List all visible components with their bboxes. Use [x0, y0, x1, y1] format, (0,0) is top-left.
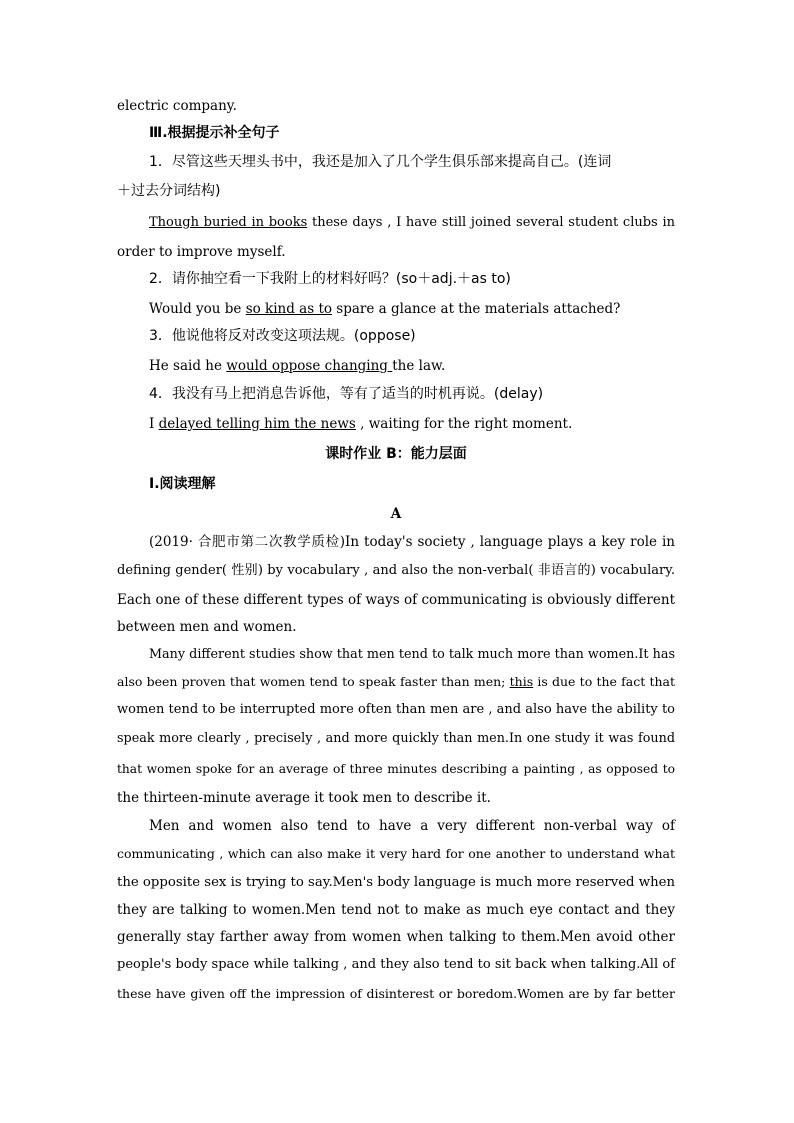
passage-line: speak more clearly , precisely , and more quickly than men.In one study it was found: [117, 731, 675, 746]
passage-line: generally stay farther away from women when talking to them.Men avoid other: [117, 929, 675, 945]
answer-2-pre: Would you be: [149, 301, 246, 317]
passage-line: Many different studies show that men tend to talk much more than women.It has: [149, 647, 675, 662]
answer-4-text: , waiting for the right moment.: [355, 416, 573, 432]
passage-line: communicating , which can also make it very hard for one another to understand what: [117, 846, 675, 861]
passage-line: they are talking to women.Men tend not to make as much eye contact and they: [117, 902, 675, 918]
answer-3-line: [117, 356, 675, 376]
section-heading-reading: Ⅰ.阅读理解: [149, 476, 216, 492]
question-2-prompt: 2．请你抽空看一下我附上的材料好吗？(so＋adj.＋as to): [149, 271, 511, 287]
answer-3-text: the law.: [392, 358, 446, 374]
question-1-prompt: 1．尽管这些天埋头书中，我还是加入了几个学生俱乐部来提高自己。(连词: [149, 154, 612, 170]
answer-2-text: spare a glance at the materials attached?: [332, 301, 621, 317]
text-run: also been proven that women tend to speak faster than men;: [117, 674, 506, 689]
passage-line: these have given off the impression of disinterest or boredom.Women are by far better: [117, 986, 675, 1001]
answer-4-line: [117, 414, 675, 434]
answer-1-line: [117, 213, 675, 233]
question-3-prompt: 3．他说他将反对改变这项法规。(oppose): [149, 328, 416, 344]
text-run: is due to the fact that: [533, 674, 676, 689]
section-heading-complete-sentences: Ⅲ.根据提示补全句子: [149, 125, 280, 141]
passage-line: Each one of these different types of ways of communicating is obviously different: [117, 592, 675, 608]
answer-2-blank: so kind as to: [245, 301, 332, 317]
passage-line: (2019· 合肥市第二次教学质检)In today's society , language plays a key role in: [149, 534, 675, 550]
answer-3-pre: He said he: [149, 358, 227, 374]
passage-line: the thirteen-minute average it took men to describe it.: [117, 790, 491, 806]
passage-line: [117, 672, 675, 692]
passage-line: that women spoke for an average of three minutes describing a painting , as opposed to: [117, 762, 675, 776]
passage-line: between men and women.: [117, 619, 297, 635]
homework-b-title: 课时作业 B：能力层面: [325, 446, 467, 462]
answer-1-line-2: order to improve myself.: [117, 244, 286, 260]
question-4-prompt: 4．我没有马上把消息告诉他，等有了适当的时机再说。(delay): [149, 386, 544, 402]
answer-2-line: [117, 299, 675, 319]
text-line: electric company.: [117, 98, 237, 114]
answer-4-blank: delayed telling him the news: [158, 416, 356, 432]
underlined-word-this: this: [509, 674, 534, 689]
passage-line: the opposite sex is trying to say.Men's body language is much more reserved when: [117, 875, 675, 890]
passage-line: Men and women also tend to have a very different non-verbal way of: [149, 818, 675, 834]
passage-line: people's body space while talking , and they also tend to sit back when talking.All of: [117, 957, 675, 972]
passage-line: defining gender( 性别) by vocabulary , and also the non-verbal( 非语言的) vocabulary.: [117, 563, 675, 578]
question-1-hint: ＋过去分词结构): [117, 183, 221, 199]
previous-text-tail: [117, 96, 675, 116]
answer-1-text: these days , I have still joined several student clubs in: [307, 215, 675, 230]
answer-4-pre: I: [149, 416, 159, 432]
passage-line: women tend to be interrupted more often than men are , and also have the ability to: [117, 702, 675, 717]
answer-1-blank: Though buried in books: [149, 215, 308, 230]
passage-label: A: [390, 506, 402, 522]
answer-3-blank: would oppose changing: [226, 358, 393, 374]
